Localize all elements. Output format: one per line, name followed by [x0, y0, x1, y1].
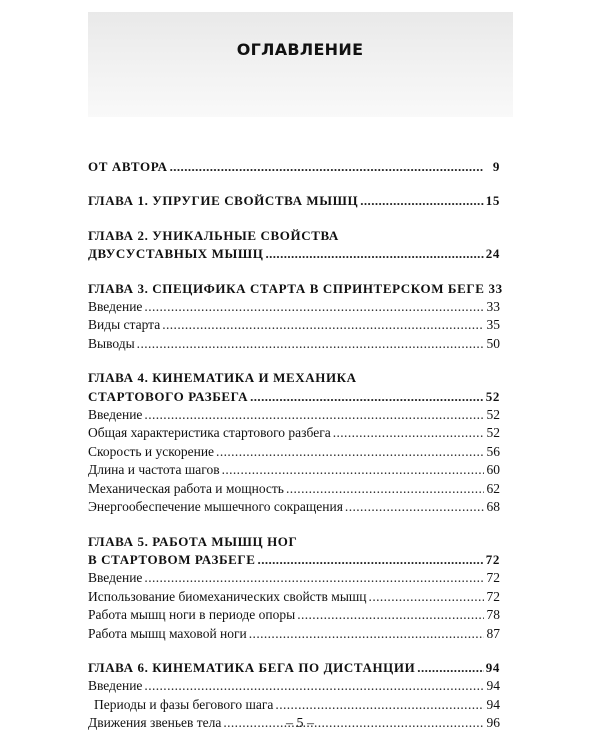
toc-label: ГЛАВА 1. УПРУГИЕ СВОЙСТВА МЫШЦ — [88, 193, 359, 209]
toc-label-line2: В СТАРТОВОМ РАЗБЕГЕ — [88, 551, 256, 567]
toc-section-label: Введение — [88, 570, 143, 586]
page-number-footer: – 5 – — [286, 716, 314, 731]
dot-leader — [297, 606, 484, 624]
toc-page-number: 60 — [486, 462, 500, 478]
toc-label: ОТ АВТОРА — [88, 159, 168, 174]
toc-page-number: 72 — [486, 588, 500, 604]
toc-page-number: 50 — [486, 335, 500, 351]
toc-page-number: 15 — [485, 193, 500, 209]
toc-page-number: 72 — [485, 551, 500, 567]
toc-page-number: 94 — [486, 678, 500, 694]
toc-page-number: 52 — [485, 388, 500, 404]
toc-page-number: 24 — [485, 246, 500, 262]
toc-label-line2: СТАРТОВОГО РАЗБЕГА — [88, 388, 249, 404]
toc-page-number: 72 — [486, 570, 500, 586]
toc-page-number: 33 — [488, 280, 503, 296]
toc-section-label: Введение — [88, 299, 143, 315]
dot-leader — [369, 588, 484, 606]
dot-leader — [222, 461, 484, 479]
toc-label-line2: ДВУСУСТАВНЫХ МЫШЦ — [88, 246, 264, 262]
toc-section[interactable] — [88, 480, 500, 498]
dot-leader — [144, 406, 484, 424]
toc-section-label: Введение — [88, 407, 143, 423]
dot-leader — [286, 480, 484, 498]
dot-leader — [345, 498, 484, 516]
dot-leader — [137, 335, 484, 353]
dot-leader — [170, 158, 484, 176]
toc-entry-chapter-3[interactable] — [88, 280, 503, 298]
toc-page-number: 78 — [486, 607, 500, 623]
toc-page-number: 62 — [486, 480, 500, 496]
header-band — [88, 12, 513, 117]
toc-entry-chapter-1[interactable] — [88, 192, 500, 210]
toc-section-label: Работа мышц маховой ноги — [88, 625, 247, 641]
dot-leader — [249, 625, 484, 643]
toc-section[interactable] — [88, 443, 500, 461]
toc-section-label: Виды старта — [88, 317, 161, 333]
toc-page-number: 52 — [486, 425, 500, 441]
dot-leader — [258, 551, 484, 569]
toc-section-label: Работа мышц ноги в периоде опоры — [88, 607, 296, 623]
dot-leader — [360, 192, 484, 210]
dot-leader — [265, 245, 483, 263]
toc-section-label: Скорость и ускорение — [88, 443, 215, 459]
toc-page-number: 96 — [486, 715, 500, 731]
toc-section[interactable] — [88, 406, 500, 424]
dot-leader — [250, 388, 484, 406]
dot-leader — [144, 569, 484, 587]
table-of-contents — [88, 158, 503, 733]
toc-page-number: 33 — [486, 299, 500, 315]
toc-entry-from-author[interactable] — [88, 158, 500, 176]
toc-section[interactable] — [88, 424, 500, 442]
dot-leader — [144, 677, 484, 695]
toc-section-label: Длина и частота шагов — [88, 462, 220, 478]
toc-section[interactable] — [88, 335, 500, 353]
dot-leader — [144, 298, 484, 316]
toc-page-number: 68 — [486, 499, 500, 515]
toc-section[interactable] — [88, 696, 500, 714]
dot-leader — [417, 659, 484, 677]
toc-page-number: 35 — [486, 317, 500, 333]
toc-section-label: Механическая работа и мощность — [88, 480, 284, 496]
toc-page-number: 56 — [486, 443, 500, 459]
toc-section-label: Использование биомеханических свойств мышц — [88, 588, 367, 604]
dot-leader — [275, 696, 484, 714]
toc-page-number: 9 — [492, 159, 500, 174]
toc-section-label: Энергообеспечение мышечного сокращения — [88, 499, 343, 515]
toc-label-line1: ГЛАВА 2. УНИКАЛЬНЫЕ СВОЙСТВА — [88, 227, 339, 243]
toc-section[interactable] — [88, 677, 500, 695]
toc-section[interactable] — [88, 298, 500, 316]
toc-section[interactable] — [88, 498, 500, 516]
toc-section[interactable] — [88, 316, 500, 334]
toc-page-number: 52 — [486, 407, 500, 423]
toc-entry-chapter-2[interactable] — [88, 227, 500, 264]
toc-section-label: Общая характеристика стартового разбега — [88, 425, 331, 441]
toc-section[interactable] — [88, 606, 500, 624]
toc-section[interactable] — [88, 569, 500, 587]
toc-label: ГЛАВА 6. КИНЕМАТИКА БЕГА ПО ДИСТАНЦИИ — [88, 659, 416, 675]
dot-leader — [162, 316, 484, 334]
toc-section-label: Периоды и фазы бегового шага — [94, 696, 274, 712]
dot-leader — [216, 443, 484, 461]
dot-leader — [333, 424, 484, 442]
toc-label-line1: ГЛАВА 5. РАБОТА МЫШЦ НОГ — [88, 533, 298, 549]
toc-section[interactable] — [88, 625, 500, 643]
toc-entry-chapter-6[interactable] — [88, 659, 500, 677]
toc-page-number: 94 — [485, 659, 500, 675]
toc-page-number: 87 — [486, 625, 500, 641]
page-title: ОГЛАВЛЕНИЕ — [236, 40, 364, 59]
toc-section[interactable] — [88, 588, 500, 606]
toc-section[interactable] — [88, 461, 500, 479]
toc-section-label: Выводы — [88, 335, 135, 351]
toc-page-number: 94 — [486, 696, 500, 712]
toc-label-line1: ГЛАВА 4. КИНЕМАТИКА И МЕХАНИКА — [88, 370, 357, 386]
toc-entry-chapter-5[interactable] — [88, 533, 500, 570]
toc-entry-chapter-4[interactable] — [88, 369, 500, 406]
toc-label: ГЛАВА 3. СПЕЦИФИКА СТАРТА В СПРИНТЕРСКОМ БЕГЕ — [88, 280, 485, 296]
toc-section-label: Введение — [88, 678, 143, 694]
toc-section-label: Движения звеньев тела — [88, 715, 222, 731]
